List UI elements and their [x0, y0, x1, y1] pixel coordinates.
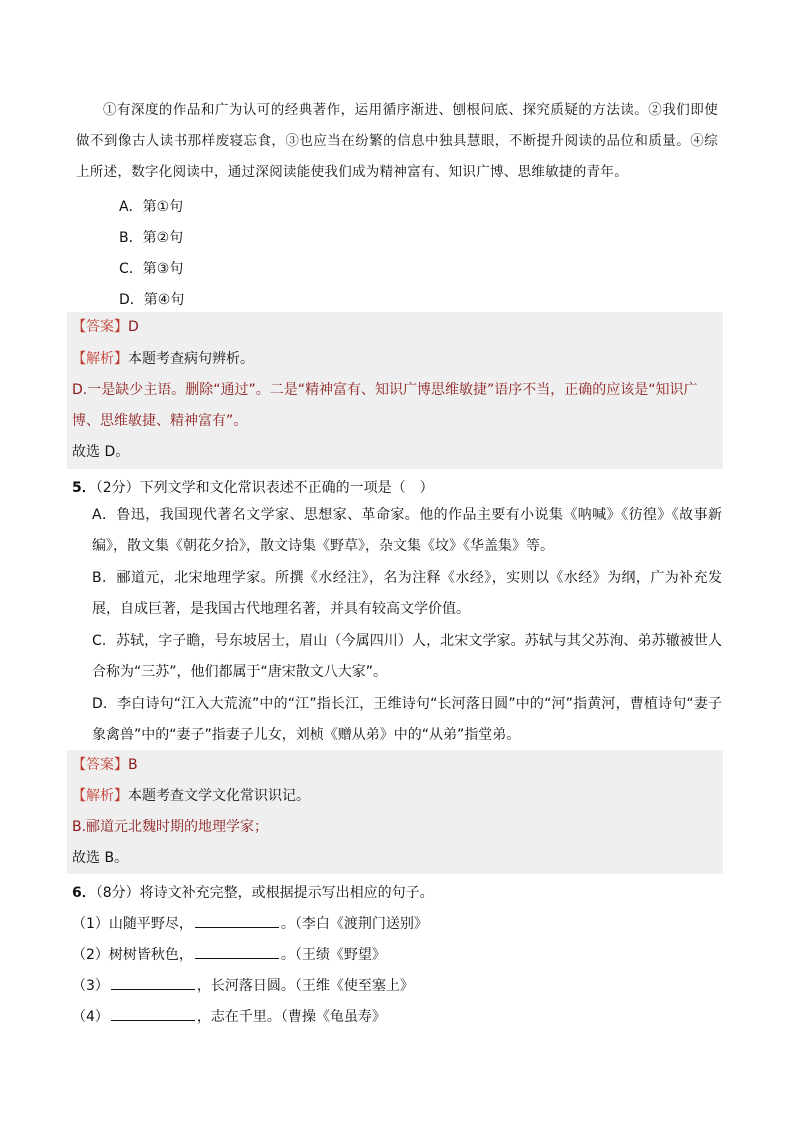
- answer-value: D: [128, 319, 139, 335]
- q5-option-b: B．郦道元，北宋地理学家。所撰《水经注》，名为注释《水经》，实则以《水经》为纲，广为补充发展，自成巨著，是我国古代地理名著，并具有较高文学价值。: [92, 570, 722, 617]
- q6-item-1: [72, 913, 428, 933]
- question-stem: 下列文学和文化常识表述不正确的一项是（ ）: [139, 480, 434, 496]
- q4-option-c: C．第③句: [119, 261, 184, 277]
- item-number: （2）: [72, 947, 109, 963]
- answer-label: 【答案】: [72, 757, 128, 773]
- q6-item-3: [72, 975, 414, 995]
- q5-stem: [72, 477, 434, 497]
- item-after: ，志在千里。（曹操《龟虽寿》: [196, 1009, 386, 1025]
- q4-option-d: D．第④句: [119, 292, 185, 308]
- q5-analysis-detail: B.郦道元北魏时期的地理学家；: [72, 819, 269, 835]
- q4-answer: [72, 312, 720, 343]
- analysis-label: 【解析】: [72, 788, 128, 804]
- answer-blank[interactable]: [195, 944, 279, 959]
- passage-text: ①有深度的作品和广为认可的经典著作，运用循序渐进、刨根问底、探究质疑的方法读。②我们即使做不到像古人读书那样废寝忘食，③也应当在纷繁的信息中独具慧眼，不断提升阅读的品位和质量。④综上所述，数字化阅读中，通过深阅读能使我们成为精神富有、知识广博、思维敏捷的青年。: [76, 102, 718, 180]
- item-after: ，长河落日圆。（王维《使至塞上》: [196, 978, 414, 994]
- analysis-text: 本题考查病句辨析。: [128, 351, 254, 367]
- q4-option-a: A．第①句: [119, 199, 184, 215]
- item-after: 。（王绩《野望》: [280, 947, 386, 963]
- q6-stem: [72, 882, 434, 902]
- item-before: 树树皆秋色，: [108, 947, 193, 963]
- analysis-label: 【解析】: [72, 351, 128, 367]
- item-number: （1）: [72, 916, 109, 932]
- q5-option-c: C．苏轼，字子瞻，号东坡居士，眉山（今属四川）人，北宋文学家。苏轼与其父苏洵、弟苏辙被世人合称为“三苏”，他们都属于“唐宋散文八大家”。: [92, 633, 722, 680]
- q6-item-2: [72, 944, 386, 964]
- q6-item-4: [72, 1006, 386, 1026]
- analysis-text: 本题考查文学文化常识识记。: [128, 788, 310, 804]
- question-score: （2分）: [95, 480, 140, 496]
- question-stem: 将诗文补充完整，或根据提示写出相应的句子。: [139, 885, 434, 901]
- item-number: （3）: [72, 978, 109, 994]
- q4-analysis-detail: D.一是缺少主语。删除“通过”。二是“精神富有、知识广博思维敏捷”语序不当，正确的应该是“知识广博、思维敏捷、精神富有”。: [72, 382, 698, 429]
- answer-label: 【答案】: [72, 319, 128, 335]
- answer-blank[interactable]: [195, 913, 279, 928]
- item-after: 。（李白《渡荆门送别》: [280, 916, 428, 932]
- q5-conclusion: 故选 B。: [72, 850, 129, 866]
- q5-analysis: [72, 781, 720, 812]
- q5-option-a: A．鲁迅，我国现代著名文学家、思想家、革命家。他的作品主要有小说集《呐喊》《彷徨》《故事新编》，散文集《朝花夕拾》，散文诗集《野草》，杂文集《坟》《华盖集》等。: [92, 507, 722, 554]
- question-number: 5．: [72, 480, 96, 496]
- question-number: 6．: [72, 885, 96, 901]
- q5-option-d: D．李白诗句“江入大荒流”中的“江”指长江，王维诗句“长河落日圆”中的“河”指黄河，曹植诗句“妻子象禽兽”中的“妻子”指妻子儿女，刘桢《赠从弟》中的“从弟”指堂弟。: [92, 696, 722, 743]
- item-before: 山随平野尽，: [108, 916, 193, 932]
- q4-conclusion: 故选 D。: [72, 444, 130, 460]
- q4-option-b: B．第②句: [119, 230, 184, 246]
- answer-blank[interactable]: [111, 1006, 195, 1021]
- question-score: （8分）: [95, 885, 140, 901]
- q5-answer: [72, 750, 720, 781]
- answer-value: B: [128, 757, 138, 773]
- answer-blank[interactable]: [111, 975, 195, 990]
- item-number: （4）: [72, 1009, 109, 1025]
- q4-analysis: [72, 344, 720, 375]
